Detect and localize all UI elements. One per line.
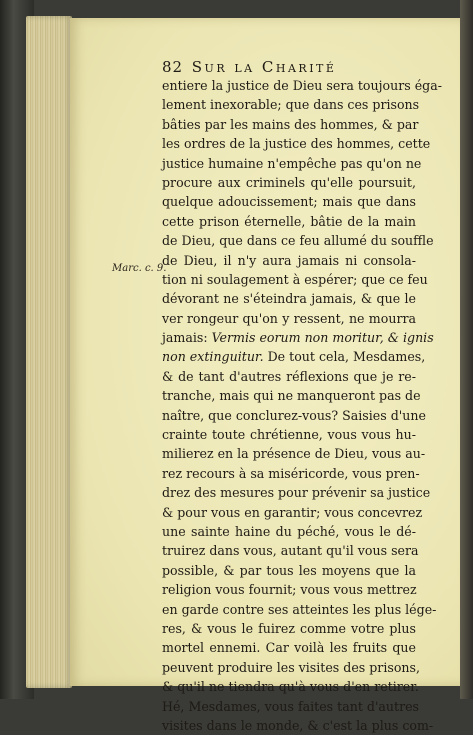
text-line: Hé, Mesdames, vous faites tant d'autres [162,698,420,714]
text-line: naître, que conclurez-vous? Saisies d'une [162,407,426,423]
running-header [162,58,392,76]
text-line: dévorant ne s'éteindra jamais, & que le [162,291,416,307]
text-line: tranche, mais qui ne manqueront pas de [162,388,421,404]
text-line: milierez en la présence de Dieu, vous au- [162,446,426,462]
body-text [162,76,442,735]
text-line: mortel ennemi. Car voilà les fruits que [162,640,416,656]
page-edges [26,16,72,688]
text-line: cette prison éternelle, bâtie de la main [162,213,416,229]
text-line: & qu'il ne tiendra qu'à vous d'en retirer. [162,679,419,695]
text-line: peuvent produire les visites des prisons, [162,659,420,675]
text-line: & de tant d'autres réflexions que je re- [162,368,416,384]
text-line: bâties par les mains des hommes, & par [162,116,419,132]
text-line: une sainte haine du péché, vous le dé- [162,523,416,539]
text-line: rez recours à sa miséricorde, vous pren- [162,465,420,481]
page-edge-right [460,0,473,699]
text-line: & pour vous en garantir; vous concevrez [162,504,423,520]
text-line: possible, & par tous les moyens que la [162,562,416,578]
text-line: visites dans le monde, & c'est la plus com- [162,717,434,733]
text-line: procure aux criminels qu'elle poursuit, [162,174,416,190]
text-line: en garde contre ses atteintes les plus lége- [162,601,437,617]
margin-note: Marc. c. 9. [112,263,167,274]
text-line: justice humaine n'empêche pas qu'on ne [162,155,422,171]
text-line: ver rongeur qu'on y ressent, ne mourra [162,310,416,326]
text-line: crainte toute chrétienne, vous vous hu- [162,427,416,443]
text-line: tion ni soulagement à espérer; que ce feu [162,271,428,287]
text-line: truirez dans vous, autant qu'il vous sera [162,543,419,559]
text-line: de Dieu, que dans ce feu allumé du souffle [162,233,434,249]
page-number: 82 [162,58,184,76]
text-line: res, & vous le fuirez comme votre plus [162,620,416,636]
text-line: entiere la justice de Dieu sera toujours éga- [162,78,442,93]
text-line: de Dieu, il n'y aura jamais ni consola- [162,252,416,268]
text-line: lement inexorable; que dans ces prisons [162,97,420,113]
text-line: drez des mesures pour prévenir sa justice [162,485,431,501]
latin-quote: Vermis eorum non moritur, & ignis [211,330,434,346]
text-line: religion vous fournit; vous vous mettrez [162,582,417,598]
text-line-latin: non extinguitur. De tout cela, Mesdames, [162,349,426,365]
latin-quote: non extinguitur. [162,349,264,365]
text-line: quelque adoucissement; mais que dans [162,194,416,210]
running-title: Sur la Charité [191,58,337,76]
text-line: les ordres de la justice des hommes, cette [162,136,431,152]
text-line-latin: jamais: Vermis eorum non moritur, & ignis [162,330,434,346]
